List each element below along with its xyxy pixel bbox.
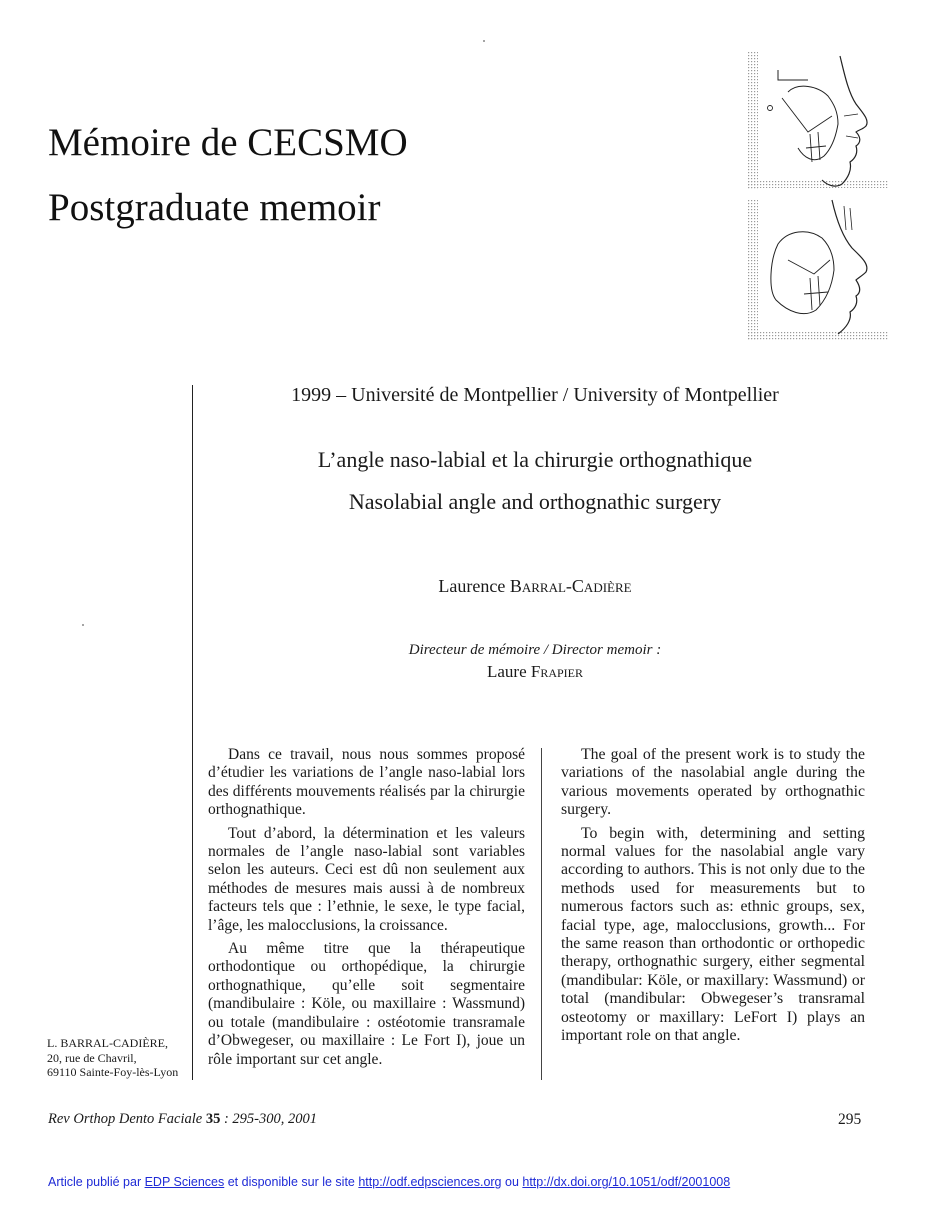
cephalometric-profile-tracings-icon — [748, 52, 888, 342]
edp-sciences-link[interactable]: EDP Sciences — [144, 1175, 225, 1189]
abstract-fr-paragraph: Dans ce travail, nous nous sommes proposé d’étudier les variations de l’angle naso-labial lors des différents mouvements réalisés par la chirurgie orthognathique. — [208, 746, 525, 819]
edp-publication-notice — [48, 1175, 730, 1189]
left-margin-rule — [192, 385, 193, 1080]
author-first-name: Laurence — [438, 576, 510, 596]
author-address — [47, 1036, 178, 1080]
address-city: 69110 Sainte-Foy-lès-Lyon — [47, 1065, 179, 1079]
journal-name: Rev Orthop Dento Faciale — [48, 1111, 203, 1127]
director-last-name: Frapier — [530, 662, 584, 681]
abstract-en-paragraph: To begin with, determining and setting normal values for the nasolabial angle vary according to authors. This is not only due to the methods used for measurements but to numerous factors such as: ethnic groups, sex, facial type, age, malocclusions, growth... For the same reason than orthodontic or orthopedic therapy, orthognathic surgery, either segmental (mandibular: Köle, or maxillary: Wassmund) or total (mandibular: Obwegeser’s transramal osteotomy or maxillary: LeFort I) plays an important role on that angle. — [561, 824, 865, 1045]
paper-title-en: Nasolabial angle and orthognathic surgery — [348, 489, 722, 514]
page-number: 295 — [838, 1111, 862, 1128]
odf-site-link[interactable]: http://odf.edpsciences.org — [358, 1175, 502, 1189]
abstract-en — [561, 746, 865, 1051]
author-name — [205, 576, 865, 597]
edp-middle: et disponible sur le site — [224, 1175, 359, 1189]
author-last-name: Barral-Cadière — [509, 576, 632, 596]
doi-link[interactable]: http://dx.doi.org/10.1051/odf/2001008 — [522, 1175, 731, 1189]
abstract-fr-paragraph: Tout d’abord, la détermination et les valeurs normales de l’angle naso-labial sont variables selon les auteurs. Ceci est dû non seulement aux méthodes de mesures mais aussi à de nombreux facteurs tels que : l’ethnie, le sexe, le type facial, l’âge, les malocclusions, la croissance. — [208, 824, 525, 934]
abstract-fr-paragraph: Au même titre que la thérapeutique orthodontique ou orthopédique, la chirurgie orthognathique, qu’elle soit segmentaire (mandibulaire : Köle, ou maxillaire : Wassmund) ou totale (mandibulaire : ostéotomie transramale d’Obwegeser, ou maxillaire : Le Fort I), joue un rôle important sur cet angle. — [208, 940, 525, 1068]
scan-speck — [483, 40, 485, 42]
paper-title-fr: L’angle naso-labial et la chirurgie orthognathique — [317, 447, 753, 472]
director-label: Directeur de mémoire / Director memoir : — [408, 642, 662, 658]
director-first-name: Laure — [486, 662, 531, 681]
edp-or: ou — [501, 1175, 523, 1189]
edp-prefix: Article publié par — [48, 1175, 145, 1189]
abstract-en-paragraph: The goal of the present work is to study the variations of the nasolabial angle during the various movements operated by orthognathic surgery. — [561, 746, 865, 819]
university-line: 1999 – Université de Montpellier / University of Montpellier — [291, 384, 779, 406]
journal-pages-year: : 295-300, 2001 — [220, 1111, 318, 1127]
journal-volume: 35 — [205, 1111, 221, 1127]
column-divider-rule — [541, 748, 542, 1080]
address-name: L. BARRAL-CADIÈRE, — [47, 1036, 168, 1050]
journal-citation — [48, 1111, 317, 1128]
abstract-fr — [208, 746, 525, 1074]
memoir-title-fr: Mémoire de CECSMO — [48, 121, 408, 164]
upper-profile-tracing — [748, 52, 888, 190]
memoir-title-en: Postgraduate memoir — [48, 186, 381, 229]
director-name — [205, 662, 865, 682]
lower-profile-tracing — [748, 200, 888, 340]
address-street: 20, rue de Chavril, — [47, 1050, 137, 1065]
scan-speck — [82, 624, 84, 626]
